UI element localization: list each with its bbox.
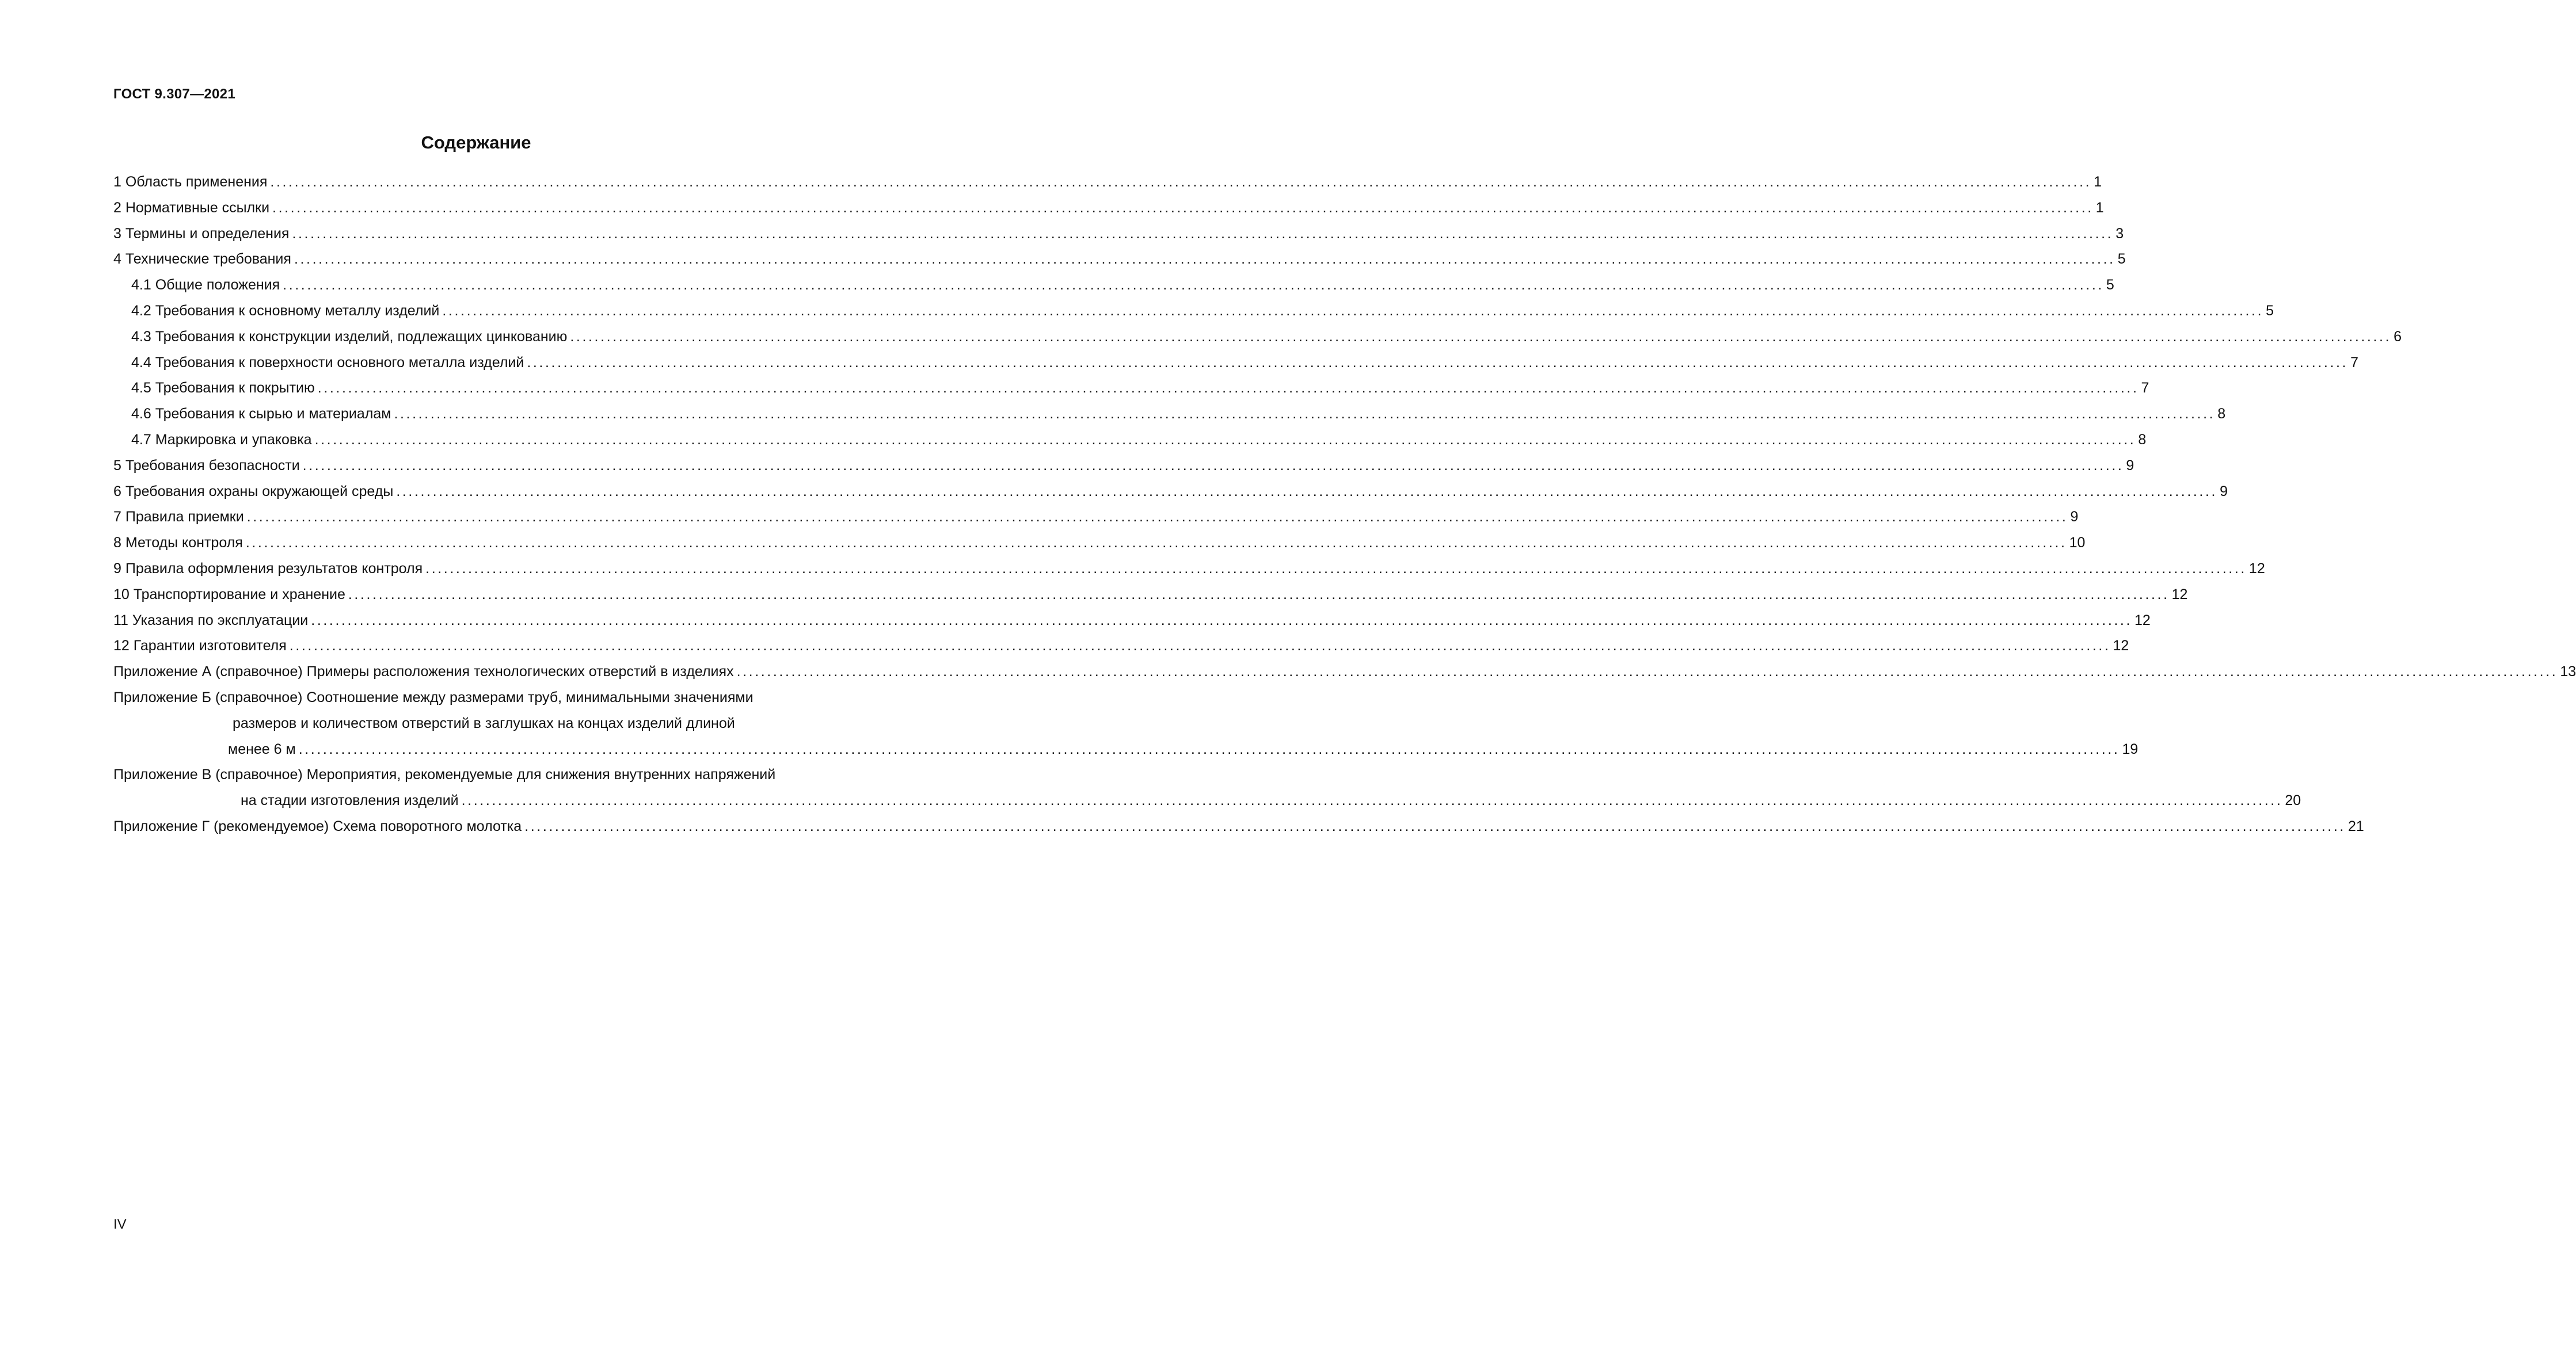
toc-entry-label: Приложение Г (рекомендуемое) Схема поворотного молотка: [113, 818, 522, 834]
toc-entry[interactable]: 11 Указания по эксплуатации ............................................................................................................................................................................................................................................................................................................ 12: [113, 612, 2151, 628]
toc-entry-page: 7: [2350, 354, 2358, 371]
toc-entry-label: 4.6 Требования к сырью и материалам: [131, 406, 391, 422]
toc-entry-label: 10 Транспортирование и хранение: [113, 586, 345, 603]
toc-entry-appendix-b-line1[interactable]: [113, 689, 883, 715]
toc-entry[interactable]: 8 Методы контроля ............................................................................................................................................................................................................................................................................................................ 10: [113, 535, 2086, 551]
toc-entry-page: 20: [2285, 792, 2301, 809]
toc-entry-page: 9: [2070, 509, 2079, 525]
toc-entry[interactable]: 2 Нормативные ссылки ............................................................................................................................................................................................................................................................................................................ 1: [113, 199, 2104, 216]
toc-entry-label: 4.2 Требования к основному металлу изделий: [131, 302, 440, 319]
toc-entry-label: 1 Область применения: [113, 174, 268, 190]
toc-subentry[interactable]: 4.3 Требования к конструкции изделий, подлежащих цинкованию ............................................................................................................................................................................................................................................................................................................ 6: [131, 328, 2402, 345]
toc-entry-page: 9: [2220, 483, 2228, 499]
toc-entry-label: 12 Гарантии изготовителя: [113, 638, 287, 654]
toc-entry-appendix-b-line2[interactable]: [113, 715, 883, 741]
toc-entry[interactable]: 9 Правила оформления результатов контроля ............................................................................................................................................................................................................................................................................................................ 12: [113, 560, 2265, 577]
toc-entry-page: 5: [2117, 251, 2126, 268]
toc-entry-label: 4.7 Маркировка и упаковка: [131, 431, 312, 448]
toc-entry-label: 6 Требования охраны окружающей среды: [113, 483, 394, 499]
toc-entry-label: Приложение Б (справочное) Соотношение между размерами труб, минимальными значениями: [113, 689, 754, 706]
toc-entry-label: 3 Термины и определения: [113, 225, 290, 242]
page-number: IV: [113, 1217, 127, 1232]
toc-title: Содержание: [421, 132, 531, 152]
toc-entry-label: на стадии изготовления изделий: [241, 792, 459, 809]
toc-entry-label: 11 Указания по эксплуатации: [113, 612, 309, 628]
toc-entry[interactable]: 3 Термины и определения ............................................................................................................................................................................................................................................................................................................ 3: [113, 225, 2124, 242]
toc-entry-label: 2 Нормативные ссылки: [113, 199, 270, 216]
toc-entry-label: 4.3 Требования к конструкции изделий, подлежащих цинкованию: [131, 328, 568, 345]
toc-entry-appendix-v-line2[interactable]: на стадии изготовления изделий ............................................................................................................................................................................................................................................................................................................ 20: [241, 792, 2301, 809]
toc-entry-page: 10: [2069, 535, 2086, 551]
toc-entry[interactable]: 5 Требования безопасности ............................................................................................................................................................................................................................................................................................................ 9: [113, 457, 2134, 474]
toc-entry-page: 1: [2095, 199, 2104, 216]
toc-entry-page: 5: [2266, 302, 2274, 319]
toc-entry-label: размеров и количеством отверстий в заглушках на концах изделий длиной: [233, 715, 735, 731]
toc-entry-page: 9: [2126, 457, 2134, 474]
toc-entry[interactable]: 10 Транспортирование и хранение ............................................................................................................................................................................................................................................................................................................ 12: [113, 586, 2188, 603]
toc-entry-page: 6: [2394, 328, 2402, 345]
toc-entry[interactable]: 7 Правила приемки ............................................................................................................................................................................................................................................................................................................ 9: [113, 509, 2079, 525]
toc-entry-page: 19: [2122, 741, 2139, 757]
toc-entry-label: 4 Технические требования: [113, 251, 291, 268]
toc-entry-page: 21: [2347, 818, 2364, 834]
toc-entry-page: 12: [2134, 612, 2151, 628]
toc-entry-page: 8: [2217, 406, 2226, 422]
toc-entry-label: 8 Методы контроля: [113, 535, 243, 551]
toc-entry-page: 1: [2094, 174, 2102, 190]
toc-subentry[interactable]: 4.4 Требования к поверхности основного металла изделий ............................................................................................................................................................................................................................................................................................................ 7: [131, 354, 2358, 371]
toc-entry[interactable]: 4 Технические требования ............................................................................................................................................................................................................................................................................................................ 5: [113, 251, 2126, 268]
toc-subentry[interactable]: 4.5 Требования к покрытию ............................................................................................................................................................................................................................................................................................................ 7: [131, 380, 2149, 396]
toc-entry-label: 4.1 Общие положения: [131, 277, 280, 293]
toc-entry-label: 9 Правила оформления результатов контроля: [113, 560, 423, 577]
toc-entry-label: 4.4 Требования к поверхности основного металла изделий: [131, 354, 524, 371]
toc-entry-label: 7 Правила приемки: [113, 509, 244, 525]
toc-subentry[interactable]: 4.1 Общие положения ............................................................................................................................................................................................................................................................................................................ 5: [131, 277, 2114, 293]
toc-entry-label: 5 Требования безопасности: [113, 457, 300, 474]
toc-entry[interactable]: 1 Область применения ............................................................................................................................................................................................................................................................................................................ 1: [113, 174, 2102, 190]
toc-entry-page: 3: [2115, 225, 2124, 242]
table-of-contents: [113, 174, 2576, 844]
toc-entry[interactable]: 12 Гарантии изготовителя ............................................................................................................................................................................................................................................................................................................ 12: [113, 638, 2129, 654]
toc-entry-page: 12: [2248, 560, 2265, 577]
toc-entry-label: менее 6 м: [228, 741, 296, 757]
toc-entry-appendix-a[interactable]: Приложение А (справочное) Примеры расположения технологических отверстий в изделиях ............................................................................................................................................................................................................................................................................................................ 13: [113, 664, 2576, 680]
toc-entry-appendix-g[interactable]: Приложение Г (рекомендуемое) Схема поворотного молотка ............................................................................................................................................................................................................................................................................................................ 21: [113, 818, 2364, 834]
toc-entry-page: 13: [2560, 664, 2576, 680]
toc-entry[interactable]: 6 Требования охраны окружающей среды ............................................................................................................................................................................................................................................................................................................ 9: [113, 483, 2228, 499]
toc-entry-label: Приложение В (справочное) Мероприятия, рекомендуемые для снижения внутренних напряжений: [113, 767, 776, 783]
toc-entry-page: 7: [2141, 380, 2149, 396]
toc-entry-page: 12: [2171, 586, 2188, 603]
toc-entry-page: 12: [2113, 638, 2129, 654]
toc-subentry[interactable]: 4.2 Требования к основному металлу изделий ............................................................................................................................................................................................................................................................................................................ 5: [131, 302, 2274, 319]
toc-entry-label: Приложение А (справочное) Примеры расположения технологических отверстий в изделиях: [113, 664, 734, 680]
toc-entry-page: 5: [2106, 277, 2114, 293]
document-id: ГОСТ 9.307—2021: [113, 86, 235, 102]
toc-subentry[interactable]: 4.7 Маркировка и упаковка ............................................................................................................................................................................................................................................................................................................ 8: [131, 431, 2147, 448]
toc-entry-appendix-b-line3[interactable]: менее 6 м ............................................................................................................................................................................................................................................................................................................ 19: [228, 741, 2139, 757]
toc-subentry[interactable]: 4.6 Требования к сырью и материалам ............................................................................................................................................................................................................................................................................................................ 8: [131, 406, 2226, 422]
toc-entry-label: 4.5 Требования к покрытию: [131, 380, 315, 396]
toc-entry-page: 8: [2138, 431, 2147, 448]
toc-entry-appendix-v-line1[interactable]: [113, 767, 883, 792]
